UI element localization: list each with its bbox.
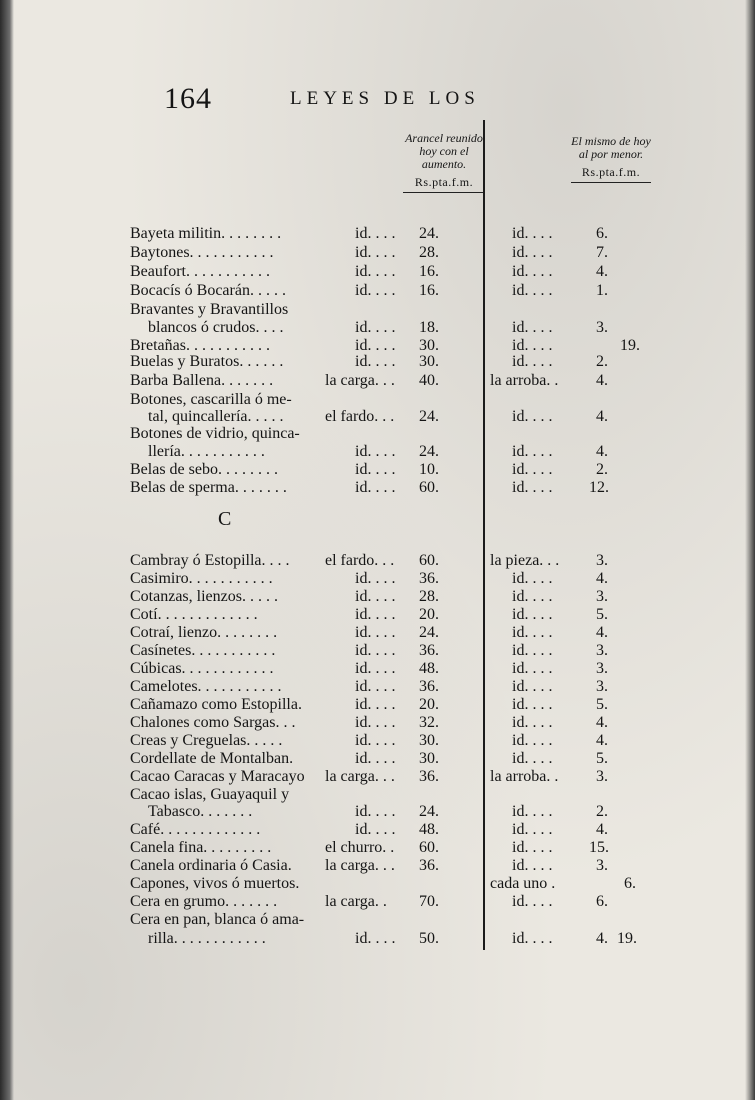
retail-unit: id. . . . bbox=[512, 244, 553, 261]
table-row bbox=[0, 281, 755, 300]
item-name: Baytones. . . . . . . . . . . bbox=[130, 244, 274, 261]
item-unit: la carga. . . bbox=[325, 768, 395, 785]
item-unit: id. . . . bbox=[355, 930, 396, 947]
item-price: 16. bbox=[419, 263, 439, 280]
retail-unit: id. . . . bbox=[512, 750, 553, 767]
page-number: 164 bbox=[164, 82, 212, 115]
table-row bbox=[0, 695, 755, 714]
item-price: 30. bbox=[419, 353, 439, 370]
item-unit: id. . . . bbox=[355, 642, 396, 659]
retail-price: 3. bbox=[596, 642, 608, 659]
retail-price: 3. bbox=[596, 552, 608, 569]
table-row bbox=[0, 874, 755, 893]
item-name: Buelas y Buratos. . . . . . bbox=[130, 353, 284, 370]
retail-extra: 19. bbox=[617, 930, 637, 947]
item-price: 40. bbox=[419, 372, 439, 389]
item-name: Cacao islas, Guayaquil y bbox=[130, 786, 290, 803]
retail-unit: id. . . . bbox=[512, 479, 553, 496]
item-unit: la carga. . . bbox=[325, 372, 395, 389]
item-unit: id. . . . bbox=[355, 624, 396, 641]
retail-price: 5. bbox=[596, 606, 608, 623]
item-price: 28. bbox=[419, 588, 439, 605]
item-unit: id. . . . bbox=[355, 588, 396, 605]
retail-unit: id. . . . bbox=[512, 282, 553, 299]
retail-price: 4. bbox=[596, 821, 608, 838]
item-name: Cúbicas. . . . . . . . . . . . bbox=[130, 660, 274, 677]
item-unit: id. . . . bbox=[355, 353, 396, 370]
item-price: 60. bbox=[419, 839, 439, 856]
item-unit: id. . . . bbox=[355, 750, 396, 767]
retail-price: 5. bbox=[596, 750, 608, 767]
item-price: 28. bbox=[419, 244, 439, 261]
item-unit: id. . . . bbox=[355, 225, 396, 242]
retail-extra: 19. bbox=[620, 337, 640, 354]
retail-price: 2. bbox=[596, 803, 608, 820]
item-name: Bayeta militin. . . . . . . . bbox=[130, 225, 282, 242]
item-name: Cacao Caracas y Maracayo bbox=[130, 768, 305, 785]
retail-unit: id. . . . bbox=[512, 588, 553, 605]
column-heading-por-menor-text: El mismo de hoy al por menor. bbox=[571, 134, 651, 161]
item-unit: id. . . . bbox=[355, 443, 396, 460]
item-unit: la carga. . . bbox=[325, 857, 395, 874]
table-row bbox=[0, 856, 755, 875]
retail-price: 3. bbox=[596, 319, 608, 336]
item-price: 36. bbox=[419, 857, 439, 874]
item-price: 36. bbox=[419, 678, 439, 695]
retail-price: 3. bbox=[596, 588, 608, 605]
item-name: Cera en grumo. . . . . . . bbox=[130, 893, 278, 910]
item-name: Cotraí, lienzo. . . . . . . . bbox=[130, 624, 278, 641]
item-name: Cotí. . . . . . . . . . . . . bbox=[130, 606, 258, 623]
table-row bbox=[0, 371, 755, 390]
item-name: llería. . . . . . . . . . . bbox=[148, 443, 265, 460]
item-unit: id. . . . bbox=[355, 678, 396, 695]
item-name: Creas y Creguelas. . . . . bbox=[130, 732, 283, 749]
retail-unit: id. . . . bbox=[512, 803, 553, 820]
item-unit: id. . . . bbox=[355, 570, 396, 587]
retail-unit: id. . . . bbox=[512, 732, 553, 749]
item-unit: id. . . . bbox=[355, 696, 396, 713]
retail-price: 6. bbox=[596, 225, 608, 242]
item-name: Bravantes y Bravantillos bbox=[130, 301, 289, 318]
item-name: Beaufort. . . . . . . . . . . bbox=[130, 263, 270, 280]
table-row bbox=[0, 623, 755, 642]
table-row bbox=[0, 929, 755, 948]
retail-unit: id. . . . bbox=[512, 337, 553, 354]
item-unit: id. . . . bbox=[355, 714, 396, 731]
retail-price: 3. bbox=[596, 768, 608, 785]
retail-unit: id. . . . bbox=[512, 353, 553, 370]
table-row bbox=[0, 767, 755, 786]
item-name: Bretañas. . . . . . . . . . . bbox=[130, 337, 270, 354]
item-name: Cambray ó Estopilla. . . . bbox=[130, 552, 290, 569]
retail-unit: id. . . . bbox=[512, 857, 553, 874]
retail-price: 4. bbox=[596, 732, 608, 749]
retail-price: 4. bbox=[596, 372, 608, 389]
item-name: Café. . . . . . . . . . . . . bbox=[130, 821, 261, 838]
item-name: Bocacís ó Bocarán. . . . . bbox=[130, 282, 286, 299]
retail-price: 6. bbox=[596, 893, 608, 910]
retail-unit: id. . . . bbox=[512, 624, 553, 641]
item-unit: id. . . . bbox=[355, 461, 396, 478]
retail-price: 4. bbox=[596, 443, 608, 460]
item-name: Belas de sperma. . . . . . . bbox=[130, 479, 287, 496]
retail-unit: id. . . . bbox=[512, 893, 553, 910]
item-price: 18. bbox=[419, 319, 439, 336]
item-unit: id. . . . bbox=[355, 337, 396, 354]
item-unit: id. . . . bbox=[355, 319, 396, 336]
table-row bbox=[0, 749, 755, 768]
table-row bbox=[0, 318, 755, 337]
item-unit: id. . . . bbox=[355, 732, 396, 749]
item-price: 30. bbox=[419, 750, 439, 767]
retail-price: 3. bbox=[596, 857, 608, 874]
running-title: LEYES DE LOS bbox=[290, 88, 480, 109]
table-row bbox=[0, 478, 755, 497]
retail-price: 2. bbox=[596, 461, 608, 478]
retail-unit: id. . . . bbox=[512, 263, 553, 280]
item-unit: el fardo. . . bbox=[325, 552, 395, 569]
table-row bbox=[0, 677, 755, 696]
retail-unit: id. . . . bbox=[512, 319, 553, 336]
retail-price: 4. bbox=[596, 624, 608, 641]
table-row bbox=[0, 262, 755, 281]
item-unit: la carga. . bbox=[325, 893, 387, 910]
retail-unit: id. . . . bbox=[512, 443, 553, 460]
table-row bbox=[0, 587, 755, 606]
retail-price: 5. bbox=[596, 696, 608, 713]
table-row bbox=[0, 641, 755, 660]
item-unit: id. . . . bbox=[355, 244, 396, 261]
item-price: 24. bbox=[419, 803, 439, 820]
item-unit: id. . . . bbox=[355, 479, 396, 496]
column-units-arancel: Rs.pta.f.m. bbox=[414, 175, 474, 189]
retail-unit: la pieza. . . bbox=[490, 552, 560, 569]
table-row bbox=[0, 424, 755, 443]
item-price: 36. bbox=[419, 570, 439, 587]
item-unit: id. . . . bbox=[355, 606, 396, 623]
retail-unit: id. . . . bbox=[512, 696, 553, 713]
item-name: Casínetes. . . . . . . . . . . bbox=[130, 642, 276, 659]
retail-price: 12. bbox=[589, 479, 609, 496]
item-unit: id. . . . bbox=[355, 660, 396, 677]
table-row bbox=[0, 300, 755, 319]
table-row bbox=[0, 460, 755, 479]
item-price: 48. bbox=[419, 821, 439, 838]
item-name: Cordellate de Montalban. bbox=[130, 750, 294, 767]
table-row bbox=[0, 731, 755, 750]
item-unit: el fardo. . . bbox=[325, 408, 395, 425]
item-name: Barba Ballena. . . . . . . bbox=[130, 372, 274, 389]
item-unit: el churro. . bbox=[325, 839, 395, 856]
item-name: Botones de vidrio, quinca- bbox=[130, 425, 300, 442]
retail-price: 4. bbox=[596, 570, 608, 587]
retail-price: 4. bbox=[596, 714, 608, 731]
item-price: 20. bbox=[419, 696, 439, 713]
retail-price: 3. bbox=[596, 660, 608, 677]
table-row bbox=[0, 243, 755, 262]
item-name: blancos ó crudos. . . . bbox=[148, 319, 284, 336]
retail-price: 4. bbox=[596, 408, 608, 425]
retail-unit: id. . . . bbox=[512, 821, 553, 838]
item-price: 60. bbox=[419, 552, 439, 569]
item-name: tal, quincallería. . . . . bbox=[148, 408, 284, 425]
retail-price: 15. bbox=[589, 839, 609, 856]
item-name: Cera en pan, blanca ó ama- bbox=[130, 911, 305, 928]
table-row bbox=[0, 838, 755, 857]
table-row bbox=[0, 605, 755, 624]
retail-unit: id. . . . bbox=[512, 570, 553, 587]
item-name: rilla. . . . . . . . . . . . bbox=[148, 930, 266, 947]
item-name: Cotanzas, lienzos. . . . . bbox=[130, 588, 278, 605]
retail-unit: id. . . . bbox=[512, 461, 553, 478]
column-heading-rule bbox=[571, 182, 651, 183]
item-price: 20. bbox=[419, 606, 439, 623]
retail-unit: id. . . . bbox=[512, 606, 553, 623]
retail-unit: id. . . . bbox=[512, 660, 553, 677]
item-price: 16. bbox=[419, 282, 439, 299]
table-row bbox=[0, 442, 755, 461]
retail-unit: la arroba. . bbox=[490, 372, 559, 389]
column-heading-rule bbox=[403, 192, 485, 193]
item-name: Cañamazo como Estopilla. bbox=[130, 696, 302, 713]
item-name: Casimiro. . . . . . . . . . . bbox=[130, 570, 273, 587]
retail-unit: id. . . . bbox=[512, 678, 553, 695]
item-price: 36. bbox=[419, 642, 439, 659]
item-price: 50. bbox=[419, 930, 439, 947]
column-units-por-menor: Rs.pta.f.m. bbox=[581, 165, 641, 179]
table-row bbox=[0, 659, 755, 678]
retail-price: 1. bbox=[596, 282, 608, 299]
retail-price: 3. bbox=[596, 678, 608, 695]
item-price: 36. bbox=[419, 768, 439, 785]
table-row bbox=[0, 224, 755, 243]
item-price: 60. bbox=[419, 479, 439, 496]
item-name: Botones, cascarilla ó me- bbox=[130, 391, 292, 408]
table-row bbox=[0, 551, 755, 570]
item-price: 30. bbox=[419, 732, 439, 749]
item-price: 30. bbox=[419, 337, 439, 354]
item-price: 24. bbox=[419, 443, 439, 460]
item-price: 10. bbox=[419, 461, 439, 478]
table-row bbox=[0, 352, 755, 371]
item-price: 32. bbox=[419, 714, 439, 731]
retail-unit: id. . . . bbox=[512, 839, 553, 856]
table-row bbox=[0, 569, 755, 588]
retail-unit: id. . . . bbox=[512, 408, 553, 425]
column-heading-por-menor bbox=[571, 135, 651, 183]
item-name: Chalones como Sargas. . . bbox=[130, 714, 296, 731]
item-name: Canela fina. . . . . . . . . bbox=[130, 839, 272, 856]
retail-price: 4. bbox=[596, 263, 608, 280]
retail-price: 4. bbox=[596, 930, 608, 947]
retail-unit: cada uno . bbox=[490, 875, 556, 892]
table-row bbox=[0, 892, 755, 911]
retail-unit: id. . . . bbox=[512, 930, 553, 947]
item-price: 24. bbox=[419, 624, 439, 641]
item-unit: id. . . . bbox=[355, 803, 396, 820]
retail-unit: id. . . . bbox=[512, 642, 553, 659]
item-price: 24. bbox=[419, 408, 439, 425]
item-name: Camelotes. . . . . . . . . . . bbox=[130, 678, 282, 695]
retail-price: 7. bbox=[596, 244, 608, 261]
item-name: Belas de sebo. . . . . . . . bbox=[130, 461, 278, 478]
item-name: Canela ordinaria ó Casia. bbox=[130, 857, 292, 874]
table-row bbox=[0, 713, 755, 732]
table-row bbox=[0, 910, 755, 929]
item-unit: id. . . . bbox=[355, 263, 396, 280]
retail-unit: id. . . . bbox=[512, 225, 553, 242]
table-row bbox=[0, 820, 755, 839]
retail-unit: la arroba. . bbox=[490, 768, 559, 785]
table-row bbox=[0, 802, 755, 821]
item-price: 48. bbox=[419, 660, 439, 677]
section-letter: C bbox=[218, 508, 232, 530]
item-price: 24. bbox=[419, 225, 439, 242]
column-heading-arancel bbox=[403, 132, 485, 193]
item-unit: id. . . . bbox=[355, 821, 396, 838]
item-unit: id. . . . bbox=[355, 282, 396, 299]
retail-price: 2. bbox=[596, 353, 608, 370]
retail-unit: id. . . . bbox=[512, 714, 553, 731]
retail-price: 6. bbox=[624, 875, 636, 892]
item-name: Capones, vivos ó muertos. bbox=[130, 875, 300, 892]
item-name: Tabasco. . . . . . . bbox=[148, 803, 253, 820]
column-heading-arancel-text: Arancel reunido hoy con el aumento. bbox=[405, 131, 483, 171]
item-price: 70. bbox=[419, 893, 439, 910]
